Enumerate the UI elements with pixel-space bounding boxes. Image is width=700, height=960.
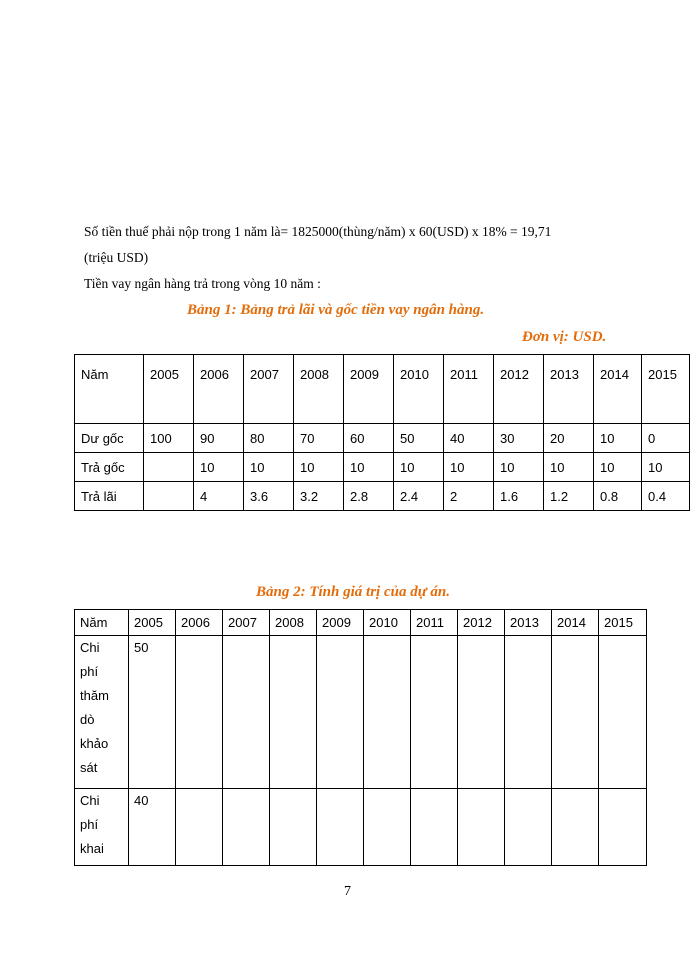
value-cell: 1.2 — [544, 482, 594, 511]
table1-caption: Bảng 1: Bảng trả lãi và gốc tiền vay ngân hàng. — [187, 302, 485, 318]
spacer-cell — [344, 409, 394, 424]
value-cell: 10 — [394, 453, 444, 482]
value-cell: 2.4 — [394, 482, 444, 511]
header-cell-year: 2010 — [394, 355, 444, 410]
header-cell-year: 2013 — [505, 610, 552, 636]
value-cell — [552, 636, 599, 789]
value-cell — [458, 636, 505, 789]
table2-caption: Bảng 2: Tính giá trị của dự án. — [256, 584, 451, 600]
value-cell: 1.6 — [494, 482, 544, 511]
value-cell — [176, 636, 223, 789]
value-cell — [270, 789, 317, 866]
header-cell-year: 2010 — [364, 610, 411, 636]
header-cell-year: 2006 — [194, 355, 244, 410]
spacer-cell — [642, 409, 690, 424]
page-number: 7 — [344, 884, 351, 899]
value-cell: 20 — [544, 424, 594, 453]
table-row — [75, 789, 647, 866]
value-cell: 10 — [544, 453, 594, 482]
row-label: Chi phí khai — [75, 789, 129, 866]
value-cell: 0 — [642, 424, 690, 453]
table-row — [75, 482, 690, 511]
header-cell-year: 2013 — [544, 355, 594, 410]
value-cell: 10 — [194, 453, 244, 482]
value-cell: 10 — [244, 453, 294, 482]
value-cell: 100 — [144, 424, 194, 453]
value-cell: 10 — [294, 453, 344, 482]
header-cell-year: 2009 — [344, 355, 394, 410]
value-cell: 30 — [494, 424, 544, 453]
header-cell-year: 2014 — [594, 355, 642, 410]
spacer-cell — [144, 409, 194, 424]
value-cell: 0.8 — [594, 482, 642, 511]
spacer-cell — [394, 409, 444, 424]
spacer-cell — [194, 409, 244, 424]
table1-unit: Đơn vị: USD. — [522, 329, 607, 345]
value-cell: 3.6 — [244, 482, 294, 511]
value-cell — [411, 636, 458, 789]
header-cell-year: 2015 — [599, 610, 647, 636]
value-cell — [176, 789, 223, 866]
header-cell-year-label: Năm — [75, 355, 144, 410]
value-cell: 40 — [129, 789, 176, 866]
value-cell — [599, 789, 647, 866]
value-cell — [411, 789, 458, 866]
spacer-cell — [444, 409, 494, 424]
value-cell — [270, 636, 317, 789]
value-cell — [317, 636, 364, 789]
value-cell — [364, 636, 411, 789]
tax-paragraph-line2: (triệu USD) — [84, 250, 149, 265]
spacer-cell — [594, 409, 642, 424]
value-cell: 2 — [444, 482, 494, 511]
value-cell — [599, 636, 647, 789]
value-cell: 40 — [444, 424, 494, 453]
value-cell: 2.8 — [344, 482, 394, 511]
value-cell: 10 — [494, 453, 544, 482]
row-label: Dư gốc — [75, 424, 144, 453]
value-cell — [458, 789, 505, 866]
value-cell: 50 — [129, 636, 176, 789]
table-row — [75, 424, 690, 453]
value-cell — [144, 482, 194, 511]
table-row — [75, 453, 690, 482]
header-cell-year: 2011 — [411, 610, 458, 636]
value-cell: 70 — [294, 424, 344, 453]
value-cell — [317, 789, 364, 866]
loan-repayment-table — [74, 354, 690, 511]
spacer-cell — [75, 409, 144, 424]
spacer-row — [75, 409, 690, 424]
value-cell — [364, 789, 411, 866]
header-cell-year: 2005 — [129, 610, 176, 636]
header-cell-year: 2009 — [317, 610, 364, 636]
table-header-row — [75, 610, 647, 636]
spacer-cell — [294, 409, 344, 424]
value-cell: 50 — [394, 424, 444, 453]
header-cell-year: 2005 — [144, 355, 194, 410]
value-cell — [223, 636, 270, 789]
header-cell-year-label: Năm — [75, 610, 129, 636]
value-cell — [223, 789, 270, 866]
header-cell-year: 2012 — [494, 355, 544, 410]
value-cell — [552, 789, 599, 866]
spacer-cell — [494, 409, 544, 424]
header-cell-year: 2008 — [294, 355, 344, 410]
header-cell-year: 2007 — [244, 355, 294, 410]
row-label: Chi phí thăm dò khảo sát — [75, 636, 129, 789]
tax-paragraph-line1: Số tiền thuế phải nộp trong 1 năm là= 1825000(thùng/năm) x 60(USD) x 18% = 19,71 — [84, 224, 552, 239]
value-cell: 3.2 — [294, 482, 344, 511]
value-cell — [505, 636, 552, 789]
value-cell: 10 — [444, 453, 494, 482]
table-header-row — [75, 355, 690, 410]
loan-paragraph: Tiền vay ngân hàng trả trong vòng 10 năm : — [84, 276, 321, 291]
row-label: Trả gốc — [75, 453, 144, 482]
value-cell: 80 — [244, 424, 294, 453]
row-label: Trả lãi — [75, 482, 144, 511]
value-cell — [144, 453, 194, 482]
project-value-table — [74, 609, 647, 866]
value-cell: 10 — [344, 453, 394, 482]
value-cell: 10 — [594, 424, 642, 453]
table-row — [75, 636, 647, 789]
header-cell-year: 2006 — [176, 610, 223, 636]
header-cell-year: 2014 — [552, 610, 599, 636]
header-cell-year: 2007 — [223, 610, 270, 636]
value-cell: 60 — [344, 424, 394, 453]
value-cell: 10 — [594, 453, 642, 482]
header-cell-year: 2011 — [444, 355, 494, 410]
value-cell — [505, 789, 552, 866]
spacer-cell — [544, 409, 594, 424]
value-cell: 90 — [194, 424, 244, 453]
value-cell: 10 — [642, 453, 690, 482]
value-cell: 4 — [194, 482, 244, 511]
header-cell-year: 2008 — [270, 610, 317, 636]
header-cell-year: 2012 — [458, 610, 505, 636]
spacer-cell — [244, 409, 294, 424]
value-cell: 0.4 — [642, 482, 690, 511]
header-cell-year: 2015 — [642, 355, 690, 410]
